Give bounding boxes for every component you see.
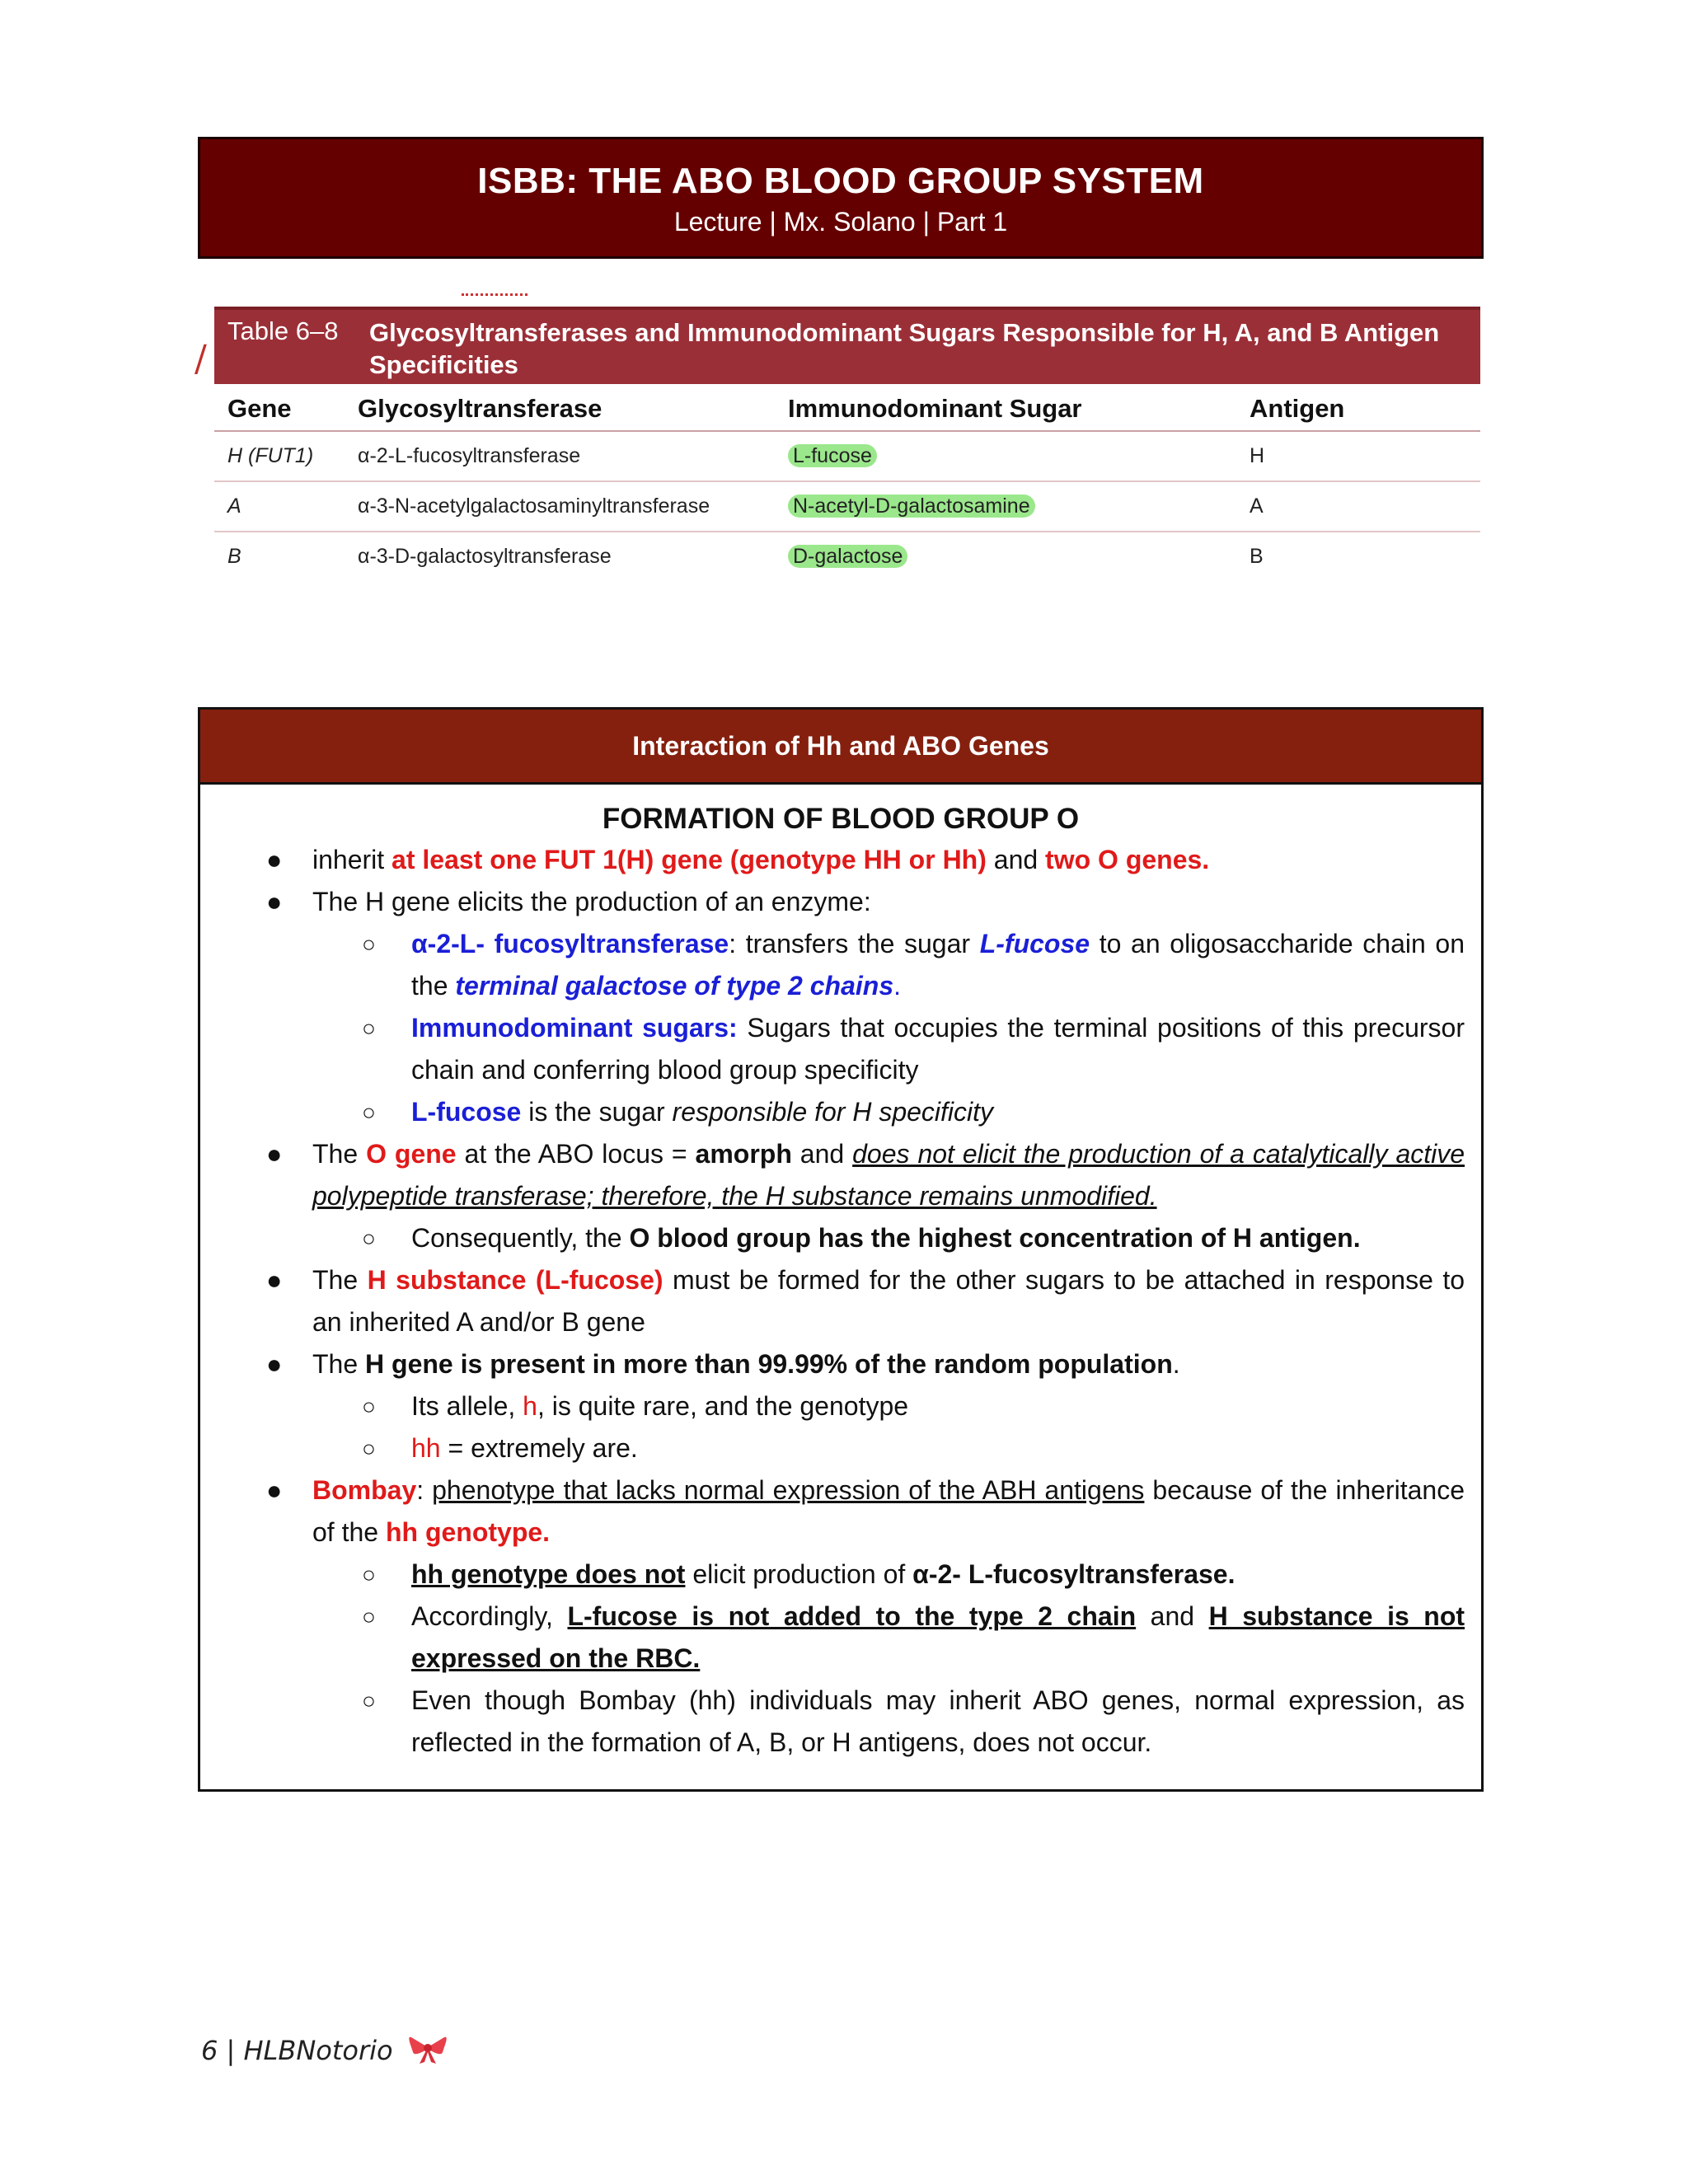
circle-bullet-icon: ○ bbox=[362, 1604, 376, 1629]
circle-bullet-icon: ○ bbox=[362, 1688, 376, 1713]
cell-transferase: α-3-N-acetylgalactosaminyltransferase bbox=[345, 481, 775, 532]
circle-bullet-icon: ○ bbox=[362, 1562, 376, 1587]
cell-gene: A bbox=[214, 481, 345, 532]
col-transferase: Glycosyltransferase bbox=[345, 384, 775, 431]
box-title: Interaction of Hh and ABO Genes bbox=[200, 710, 1481, 785]
cell-antigen: A bbox=[1236, 481, 1480, 532]
page-subtitle: Lecture | Mx. Solano | Part 1 bbox=[673, 207, 1008, 237]
list-item: ● inherit at least one FUT 1(H) gene (genotype HH or Hh) and two O genes. bbox=[200, 839, 1481, 881]
notes-list bbox=[200, 839, 1481, 1764]
sub-list-item: ○ Consequently, the O blood group has the highest concentration of H antigen. bbox=[200, 1217, 1481, 1259]
cell-antigen: B bbox=[1250, 545, 1264, 568]
bullet-icon: ● bbox=[266, 1475, 283, 1505]
bullet-icon: ● bbox=[266, 1139, 283, 1169]
footer-text: 6 | HLBNotorio bbox=[201, 2035, 393, 2066]
cell-transferase: α-2-L-fucosyltransferase bbox=[345, 431, 775, 481]
hh-abo-box bbox=[198, 707, 1484, 1792]
col-gene: Gene bbox=[214, 384, 345, 431]
table-row bbox=[214, 532, 1480, 581]
page-footer bbox=[201, 2032, 448, 2072]
col-antigen: Antigen bbox=[1236, 384, 1480, 431]
bullet-icon: ● bbox=[266, 1349, 283, 1379]
table-header-row bbox=[214, 384, 1480, 431]
bullet-icon: ● bbox=[266, 845, 283, 874]
bullet-icon: ● bbox=[266, 1265, 283, 1295]
circle-bullet-icon: ○ bbox=[362, 1015, 376, 1041]
col-sugar: Immunodominant Sugar bbox=[775, 384, 1236, 431]
cell-gene: H (FUT1) bbox=[214, 431, 345, 481]
cell-antigen: H bbox=[1236, 431, 1480, 481]
page-header bbox=[198, 137, 1484, 259]
cell-sugar bbox=[775, 532, 1236, 581]
annotation-mark: / bbox=[195, 338, 207, 380]
table bbox=[214, 384, 1480, 581]
list-item: ● The H gene is present in more than 99.99% of the random population. bbox=[200, 1343, 1481, 1385]
cell-sugar bbox=[775, 431, 1236, 481]
section-heading: FORMATION OF BLOOD GROUP O bbox=[602, 803, 1080, 835]
cell-transferase: α-3-D-galactosyltransferase bbox=[358, 545, 612, 568]
table-caption bbox=[214, 307, 1480, 384]
circle-bullet-icon: ○ bbox=[362, 1394, 376, 1419]
table-number: Table 6–8 bbox=[227, 316, 339, 345]
highlight: L-fucose bbox=[788, 444, 877, 467]
sub-list-item: ○ Immunodominant sugars: Sugars that occupies the terminal positions of this precursor chain and conferring blood group specificity bbox=[200, 1007, 1481, 1091]
sub-list-item: ○ Even though Bombay (hh) individuals may inherit ABO genes, normal expression, as reflected in the formation of A, B, or H antigens, does not occur. bbox=[200, 1680, 1481, 1764]
sub-list-item: ○ Accordingly, L-fucose is not added to the type 2 chain and H substance is not expressed on the RBC. bbox=[200, 1596, 1481, 1680]
glycosyltransferase-table bbox=[195, 307, 1480, 581]
sub-list-item: ○ hh genotype does not elicit production of α-2- L-fucosyltransferase. bbox=[200, 1554, 1481, 1596]
bullet-icon: ● bbox=[266, 887, 283, 916]
highlight: N-acetyl-D-galactosamine bbox=[788, 494, 1035, 518]
sub-list-item: ○ α-2-L- fucosyltransferase: transfers the sugar L-fucose to an oligosaccharide chain on the terminal galactose of type 2 chains. bbox=[200, 923, 1481, 1007]
ribbon-bow-icon bbox=[408, 2032, 448, 2072]
cell-gene: B bbox=[227, 545, 241, 568]
circle-bullet-icon: ○ bbox=[362, 1099, 376, 1125]
annotation-scribble bbox=[462, 293, 528, 304]
page-title: ISBB: THE ABO BLOOD GROUP SYSTEM bbox=[477, 161, 1204, 201]
table-title: Glycosyltransferases and Immunodominant Sugars Responsible for H, A, and B Antigen Specificities bbox=[369, 318, 1440, 379]
sub-list-item: ○ Its allele, h, is quite rare, and the genotype bbox=[200, 1385, 1481, 1427]
list-item: ● The H substance (L-fucose) must be formed for the other sugars to be attached in response to an inherited A and/or B gene bbox=[200, 1259, 1481, 1343]
highlight: D-galactose bbox=[788, 545, 907, 568]
circle-bullet-icon: ○ bbox=[362, 1436, 376, 1461]
sub-list-item: ○ hh = extremely are. bbox=[200, 1427, 1481, 1469]
circle-bullet-icon: ○ bbox=[362, 931, 376, 957]
list-item: ● The O gene at the ABO locus = amorph and does not elicit the production of a catalytically active polypeptide transferase; therefore, the H substance remains unmodified. bbox=[200, 1133, 1481, 1217]
cell-sugar bbox=[775, 481, 1236, 532]
list-item: ● Bombay: phenotype that lacks normal expression of the ABH antigens because of the inheritance of the hh genotype. bbox=[200, 1469, 1481, 1554]
table-row bbox=[214, 481, 1480, 532]
list-item: ● The H gene elicits the production of an enzyme: bbox=[200, 881, 1481, 923]
table-row bbox=[214, 431, 1480, 481]
sub-list-item: ○ L-fucose is the sugar responsible for H specificity bbox=[200, 1091, 1481, 1133]
circle-bullet-icon: ○ bbox=[362, 1226, 376, 1251]
